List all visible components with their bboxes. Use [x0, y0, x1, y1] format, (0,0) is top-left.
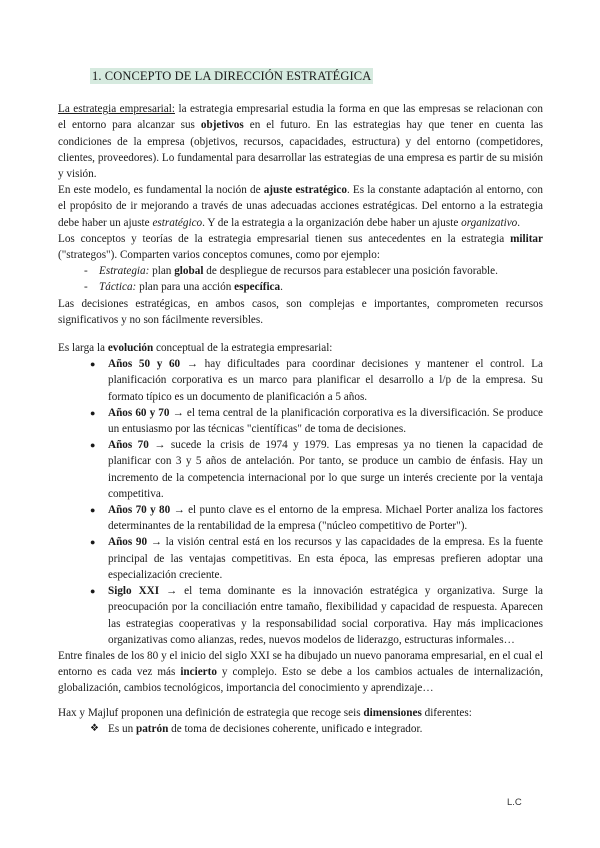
evolution-list	[58, 356, 543, 648]
dimensions-list	[58, 721, 543, 737]
bold-term: incierto	[180, 666, 217, 679]
bold-term: dimensiones	[363, 706, 422, 719]
list-item: ● Años 60 y 70 → el tema central de la planificación corporativa es la diversificación. Se produce un entusiasmo por las técnicas "científicas" de toma de decisiones.	[90, 406, 543, 436]
concept-list	[58, 263, 543, 295]
italic-term: estratégico	[152, 216, 203, 229]
list-item: ● Años 50 y 60 → hay dificultades para coordinar decisiones y mantener el control. La planificación corporativa es un marco para planificar el desarrollo a l/p de la empresa. Su formato típico es un documento de planificación a 5 años.	[90, 358, 543, 403]
section-heading-wrap	[90, 68, 543, 85]
bullet-dot-icon: ●	[90, 505, 96, 516]
bullet-dot-icon: ●	[90, 537, 96, 548]
paragraph-hax-majluf: Hax y Majluf proponen una definición de estrategia que recoge seis dimensiones diferentes:	[58, 706, 472, 719]
paragraph-strategic-decisions: Las decisiones estratégicas, en ambos casos, son complejas e importantes, comprometen recursos significativos y no son fácilmente reversibles.	[58, 297, 543, 326]
list-item-strategy: - Estrategia: plan global de despliegue de recursos para establecer una posición favorable.	[84, 263, 543, 279]
paragraph-strategy-definition: La estrategia empresarial: la estrategia empresarial estudia la forma en que las empresas se relacionan con el entorno para alcanzar sus objetivos en el futuro. En las estrategias hay que tener en cuenta las condiciones de la empresa (objetivos, recursos, capacidades, estructura) y del entorno (competidores, clientes, proveedores). Lo fundamental para desarrollar las estrategias de una empresa es partir de su misión y visión.	[58, 103, 543, 181]
bold-term: militar	[510, 232, 543, 245]
bullet-dot-icon: ●	[90, 586, 96, 597]
list-item: ● Años 70 y 80 → el punto clave es el entorno de la empresa. Michael Porter analiza los factores determinantes de la rentabilidad de la empresa ("núcleo competitivo de Porter").	[90, 504, 543, 533]
bold-term: ajuste estratégico	[263, 184, 347, 197]
bold-term: objetivos	[200, 119, 244, 132]
list-item: ● Años 70 → sucede la crisis de 1974 y 1979. Las empresas ya no tienen la capacidad de planificar con 3 y 5 años de antelación. Por tanto, se produce un cambio de énfasis. Hay un incremento de la competencia internacional por lo que surge un interés creciente por la ventaja competitiva.	[90, 439, 543, 500]
bullet-dot-icon: ●	[90, 440, 96, 451]
list-item: ● Años 90 → la visión central está en los recursos y las capacidades de la empresa. Es la fuente principal de las ventajas competitivas. En esta época, las empresas prefieren adoptar una especialización creciente.	[90, 536, 543, 581]
section-heading: 1. CONCEPTO DE LA DIRECCIÓN ESTRATÉGICA	[92, 69, 372, 83]
document-page	[58, 68, 543, 737]
italic-term: organizativo	[461, 216, 518, 229]
page-footer-initials: L.C	[507, 797, 522, 808]
list-item: ● Siglo XXI → el tema dominante es la innovación estratégica y organizativa. Surge la preocupación por la conciliación entre tamaño, flexibilidad y capacidad de respuesta. Aparecen las estrategias cooperativas y la responsabilidad social corporativa. Hay más implicaciones organizativas como alianzas, redes, nuevos modelos de liderazgo, estructuras informales…	[90, 585, 544, 646]
list-item-tactic: - Táctica: plan para una acción específica.	[84, 279, 543, 295]
paragraph-new-landscape: Entre finales de los 80 y el inicio del siglo XXI se ha dibujado un nuevo panorama empresarial, en el cual el entorno es cada vez más incierto y complejo. Esto se debe a los cambios actuales de internalización, globalización, cambios tecnológicos, importancia del conocimiento y aprendizaje…	[58, 649, 543, 695]
list-item: ❖ Es un patrón de toma de decisiones coherente, unificado e integrador.	[90, 721, 543, 737]
paragraph-military-origin: Los conceptos y teorías de la estrategia empresarial tienen sus antecedentes en la estrategia militar ("strategos"). Comparten varios conceptos comunes, como por ejemplo:	[58, 232, 543, 262]
bullet-dot-icon: ●	[90, 359, 96, 370]
bullet-dot-icon: ●	[90, 407, 96, 418]
bold-term: evolución	[107, 342, 154, 355]
paragraph-evolution: Es larga la evolución conceptual de la estrategia empresarial:	[58, 342, 333, 355]
diamond-bullet-icon: ❖	[90, 722, 99, 734]
term-label: La estrategia empresarial:	[58, 103, 175, 116]
paragraph-strategic-fit: En este modelo, es fundamental la noción de ajuste estratégico. Es la constante adaptación al entorno, con el propósito de ir mejorando a través de unas adecuadas acciones estratégicas. Del entorno a la estrategia debe haber un ajuste estratégico. Y de la estrategia a la organización debe haber un ajuste organizativo.	[58, 184, 543, 229]
